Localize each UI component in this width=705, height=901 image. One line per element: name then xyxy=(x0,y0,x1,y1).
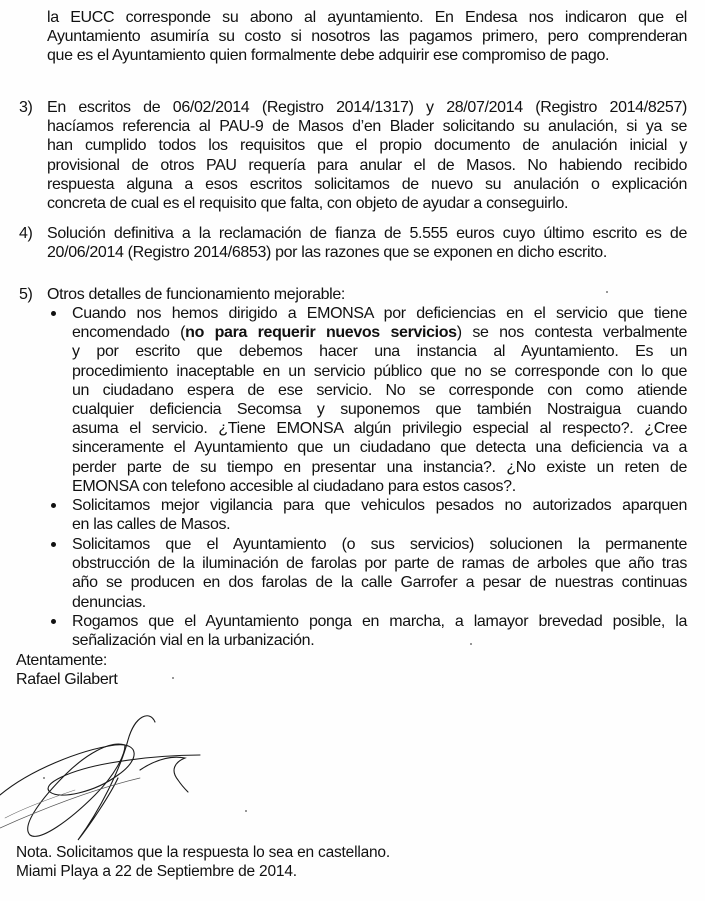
text-line: EMONSA con telefono accesible al ciudadano para estos casos?. xyxy=(72,477,516,495)
text-line: y por escrito que debemos hacer una instancia al Ayuntamiento. Es un xyxy=(72,343,687,361)
item-number: 4) xyxy=(19,225,33,242)
text-line: En escritos de 06/02/2014 (Registro 2014/1317) y 28/07/2014 (Registro 2014/8257) xyxy=(47,99,687,116)
text-run: ) se nos contesta verbalmente xyxy=(456,324,688,342)
text-line: Solicitamos mejor vigilancia para que vehiculos pesados no autorizados aparquen xyxy=(72,497,687,514)
item-3-paragraph xyxy=(47,98,687,213)
note-text: Nota. Solicitamos que la respuesta lo sea en castellano. xyxy=(16,844,390,861)
text-line: hacíamos referencia al PAU-9 de Masos d’en Blader solicitando su anulación, si ya se xyxy=(47,118,687,136)
text-line: procedimiento inaceptable en un servicio público que no se corresponde con lo que xyxy=(72,362,687,380)
scan-speck xyxy=(470,643,472,645)
text-line: 20/06/2014 (Registro 2014/6853) por las razones que se exponen en dicho escrito. xyxy=(47,244,607,262)
signature-icon xyxy=(0,700,220,845)
text-line: señalización vial en la urbanización. xyxy=(72,632,315,650)
scan-speck xyxy=(43,777,45,779)
text-line: obstrucción de la iluminación de farolas por parte de ramas de arboles que año tras xyxy=(72,555,687,573)
bullet-icon xyxy=(51,503,56,508)
signer-name: Rafael Gilabert xyxy=(16,671,118,688)
scan-speck xyxy=(606,291,608,293)
bold-emphasis: no para requerir nuevos servicios xyxy=(185,324,457,342)
text-line: Rogamos que el Ayuntamiento ponga en marcha, a lamayor brevedad posible, la xyxy=(72,613,687,630)
bullet-item xyxy=(72,612,687,650)
bullet-icon xyxy=(51,542,56,547)
text-line: sinceramente el Ayuntamiento que un ciudadano que detecta una deficiencia va a xyxy=(72,439,687,457)
item-4-paragraph xyxy=(47,224,687,262)
item-5-heading: Otros detalles de funcionamiento mejorable: xyxy=(47,286,346,303)
text-line: Ayuntamiento asumiría su costo si nosotros las pagamos primero, pero comprenderan xyxy=(47,28,687,46)
text-line: Solicitamos que el Ayuntamiento (o sus servicios) solucionen la permanente xyxy=(72,536,687,553)
bullet-item xyxy=(72,304,687,496)
bullet-icon xyxy=(51,311,56,316)
text-line: Cuando nos hemos dirigido a EMONSA por deficiencias en el servicio que tiene xyxy=(72,305,687,322)
text-line xyxy=(72,323,687,342)
item-number: 3) xyxy=(19,99,33,116)
closing-text: Atentamente: xyxy=(16,652,107,669)
text-line: la EUCC corresponde su abono al ayuntamiento. En Endesa nos indicaron que el xyxy=(47,9,687,26)
text-line: un ciudadano espera de ese servicio. No se corresponde con como atiende xyxy=(72,381,687,399)
text-run: encomendado ( xyxy=(72,324,186,342)
bullet-item xyxy=(72,496,687,534)
text-line: respuesta alguna a esos escritos solicitamos de nuevo su anulación o explicación xyxy=(47,175,687,193)
text-line: cualquier deficiencia Secomsa y suponemos que también Nostraigua cuando xyxy=(72,401,687,419)
text-line: Solución definitiva a la reclamación de fianza de 5.555 euros cuyo último escrito es de xyxy=(47,225,687,242)
scan-speck xyxy=(172,677,174,679)
scan-speck xyxy=(245,810,247,812)
text-line: concreta de cual es el requisito que falta, con objeto de ayudar a conseguirlo. xyxy=(47,195,569,213)
bullet-item xyxy=(72,535,687,612)
item-number: 5) xyxy=(19,286,33,303)
bullet-icon xyxy=(51,619,56,624)
text-line: han cumplido todos los requisitos que el propio documento de anulación inicial y xyxy=(47,137,687,155)
text-line: perder parte de su tiempo en presentar una instancia?. ¿No existe un reten de xyxy=(72,458,687,476)
text-line: año se producen en dos farolas de la calle Garrofer a pesar de nuestras continuas xyxy=(72,574,687,592)
text-line: en las calles de Masos. xyxy=(72,516,231,534)
text-line: denuncias. xyxy=(72,593,146,611)
text-line: que es el Ayuntamiento quien formalmente debe adquirir ese compromiso de pago. xyxy=(47,47,610,65)
intro-paragraph xyxy=(47,8,687,66)
text-line: asuma el servicio. ¿Tiene EMONSA algún privilegio especial al respecto?. ¿Cree xyxy=(72,420,687,438)
place-date: Miami Playa a 22 de Septiembre de 2014. xyxy=(16,863,297,880)
text-line: provisional de otros PAU requería para anular el de Masos. No habiendo recibido xyxy=(47,156,687,174)
